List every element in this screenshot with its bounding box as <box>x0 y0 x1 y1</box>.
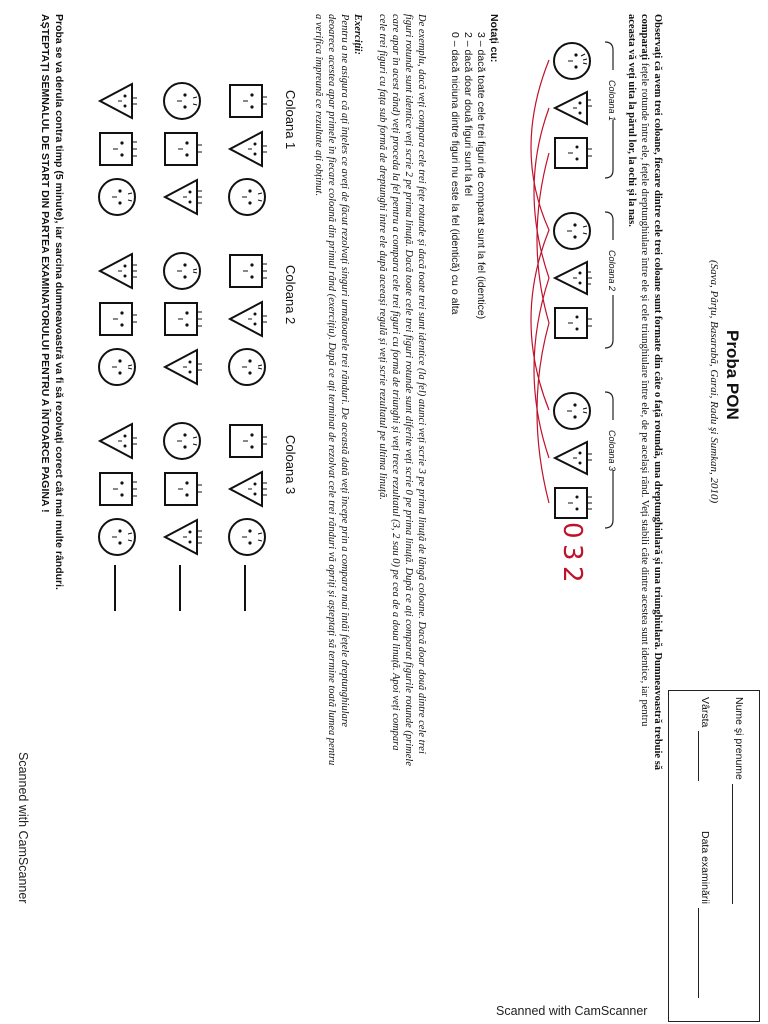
round-face-icon <box>161 80 203 122</box>
exercise-col-label: Coloana 1 <box>283 90 298 150</box>
round-face-icon <box>226 516 268 558</box>
intro-paragraph <box>625 14 664 1014</box>
footer-line-1: Proba se va derula contra timp (5 minute), iar sarcina dumneavoastră va fi să rezolvați corect cât mai multe rânduri. <box>53 14 65 590</box>
notation-heading: Notați cu: <box>488 14 500 63</box>
answer-blank[interactable] <box>179 565 181 611</box>
red-comparison-lines <box>503 40 623 580</box>
age-input-line[interactable] <box>698 731 709 781</box>
notation-item: 2 – dacă doar două figuri sunt la fel <box>462 32 474 197</box>
round-face-icon <box>96 516 138 558</box>
name-label: Nume şi prenume <box>733 697 745 780</box>
name-input-line[interactable] <box>732 784 743 904</box>
date-input-line[interactable] <box>698 908 709 998</box>
rectangle-face-icon <box>96 128 138 170</box>
side-watermark: Scanned with CamScanner <box>16 752 30 904</box>
triangle-face-icon <box>226 468 268 510</box>
example-col-label: Coloana 3 <box>607 430 617 472</box>
example-col-label: Coloana 1 <box>607 80 617 122</box>
exercises-line: a verifica împreună ce rezultate ați obținut. <box>313 14 324 197</box>
round-face-icon <box>161 250 203 292</box>
round-face-icon <box>96 176 138 218</box>
triangle-face-icon <box>161 516 203 558</box>
rectangle-face-icon <box>226 420 268 462</box>
name-field[interactable] <box>732 697 745 904</box>
rectangle-face-icon <box>96 298 138 340</box>
round-face-icon <box>226 346 268 388</box>
answer-value: 2 <box>557 566 587 583</box>
answer-blank[interactable] <box>114 565 116 611</box>
intro-line-2: fețele rotunde între ele, fețele dreptunghiulare între ele și cele triunghiulare între ele, de pe același rând. Veți stabili câte dintre acestea sunt identice, iar pentru <box>639 62 650 727</box>
exercise-grid <box>28 40 298 600</box>
page-title: Proba PON <box>723 330 742 420</box>
answer-handwritten <box>557 544 587 561</box>
round-face-icon <box>226 176 268 218</box>
triangle-face-icon <box>226 298 268 340</box>
exercise-col-label: Coloana 3 <box>283 435 298 495</box>
explanation-line: De exemplu, dacă veți compara cele trei fețe rotunde și dacă toate trei sunt identice (la fel) atunci veți scrie 3 pe prima linuță de lângă coloane. Dacă doar două dintre cele trei <box>416 14 427 754</box>
rectangle-face-icon <box>96 468 138 510</box>
intro-line-1: Observați că avem trei coloane, fiecare dintre cele trei coloane sunt formate din câte o față rotundă, una dreptunghiulară și una triunghiulară. Dumneavoastră trebuie să <box>652 14 663 771</box>
triangle-face-icon <box>161 176 203 218</box>
date-label: Data examinării <box>699 831 711 904</box>
exercises-line: Pentru a ne asigura că ați înțeles ce aveți de făcut rezolvați singuri următoarele trei rânduri. De această dată veți începe prin a compara mai întâi fețele dreptunghiulare <box>339 14 350 728</box>
intro-bold-word: comparaţi <box>639 14 650 61</box>
answer-handwritten <box>557 522 587 539</box>
notation-item: 3 – dacă toate cele trei figuri de comparat sunt la fel (identice) <box>475 32 487 320</box>
triangle-face-icon <box>96 80 138 122</box>
exercises-line: deoarece acestea apar primele în fiecare coloană din primul rând (exercițiu). După ce ați terminat de rezolvat cele trei rânduri vă opriți și așteptați să termine toată lumea pentru <box>326 14 337 766</box>
notation-item: 0 – dacă niciuna dintre figuri nu este la fel (identică) cu o alta <box>449 32 461 315</box>
example-section <box>503 40 623 583</box>
exercises-heading: Exerciții: <box>352 14 363 55</box>
answer-value: 3 <box>557 544 587 561</box>
footer-block <box>38 14 66 1014</box>
explanation-line: figuri rotunde sunt identice veți scrie 2 pe prima linuță. Dacă toate cele trei figuri rotunde sunt diferite veți scrie 0 pe prima linuță. După ce ați comparat figurile rotunde (primele <box>403 14 414 766</box>
intro-line-3: aceasta vă veți uita la părul lor, la ochi și la nas. <box>626 14 637 227</box>
explanation-paragraph <box>376 14 428 1014</box>
notation-block <box>448 14 500 319</box>
triangle-face-icon <box>96 420 138 462</box>
triangle-face-icon <box>96 250 138 292</box>
rectangle-face-icon <box>226 80 268 122</box>
age-label: Vârsta <box>699 697 711 728</box>
exercise-col-label: Coloana 2 <box>283 265 298 325</box>
date-field[interactable] <box>698 831 711 998</box>
answer-value: 0 <box>557 522 587 539</box>
round-face-icon <box>96 346 138 388</box>
age-field[interactable] <box>698 697 711 781</box>
example-col-label: Coloana 2 <box>607 250 617 292</box>
answer-handwritten <box>557 566 587 583</box>
rectangle-face-icon <box>161 128 203 170</box>
exercises-paragraph <box>312 14 364 1014</box>
explanation-line: care apar în acest rând) veți proceda la fel pentru a compara cele trei figuri cu formă de triunghi și veți trece rezultatul (3, 2 sau 0) pe cea de a doua linuță. Apoi veți compara <box>390 14 401 751</box>
bottom-watermark: Scanned with CamScanner <box>496 1004 648 1018</box>
rectangle-face-icon <box>161 468 203 510</box>
explanation-line: cele trei figuri cu fața sub formă de dreptunghi între ele după aceeași regulă și veți scrie rezultatul pe ultima linuță. <box>377 14 388 500</box>
participant-form-box <box>668 690 760 1022</box>
rectangle-face-icon <box>161 298 203 340</box>
triangle-face-icon <box>226 128 268 170</box>
rectangle-face-icon <box>226 250 268 292</box>
triangle-face-icon <box>161 346 203 388</box>
footer-line-2: AȘTEPTAȚI SEMNALUL DE START DIN PARTEA EXAMINATORULUI PENTRU A ÎNTOARCE PAGINA ! <box>39 14 51 513</box>
page-subtitle: (Sava, Pârţu, Basarabă, Garai, Radu şi Sumkan, 2010) <box>708 260 720 504</box>
round-face-icon <box>161 420 203 462</box>
answer-blank[interactable] <box>244 565 246 611</box>
